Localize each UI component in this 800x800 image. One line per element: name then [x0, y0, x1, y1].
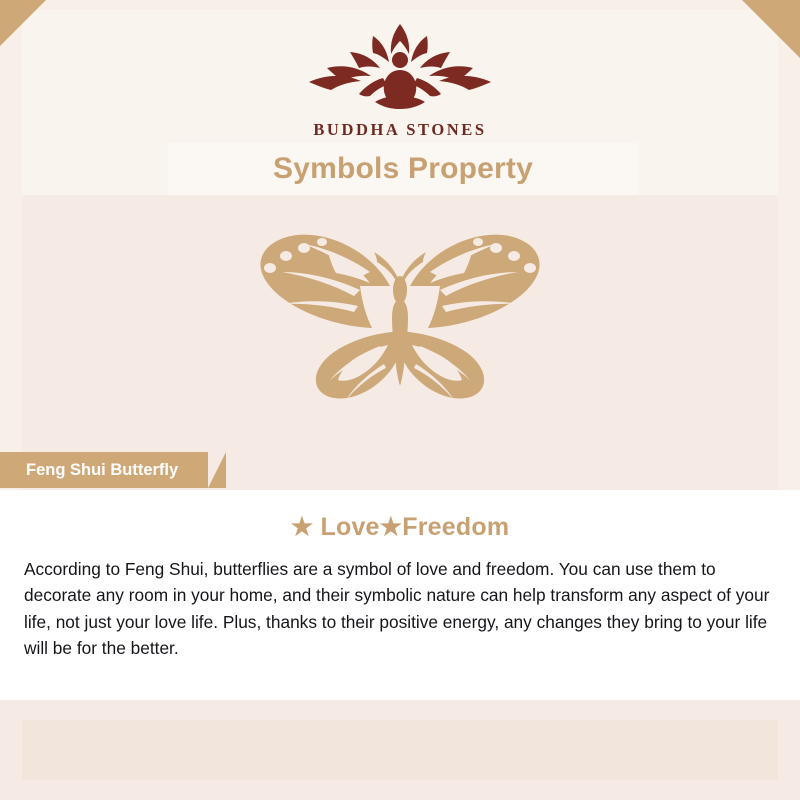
- body-paragraph: According to Feng Shui, butterflies are a symbol of love and freedom. You can use them to decorate any room in your home, and their symbolic nature can help transform any aspect of your life, not just your love life. Plus, thanks to their positive energy, any changes they bring to your life will be for the better.: [24, 559, 770, 659]
- butterfly-icon: [220, 212, 580, 442]
- brand-name: BUDDHA STONES: [313, 120, 487, 139]
- butterfly-illustration: [22, 196, 778, 458]
- description-block: [0, 490, 800, 700]
- bottom-strip: [0, 700, 800, 800]
- lotus-meditation-figure-icon: [295, 20, 505, 118]
- brand-logo: [0, 20, 800, 140]
- bottom-inner-panel: [22, 720, 778, 780]
- status-badge: [0, 452, 208, 488]
- headline: ★ Love★Freedom: [290, 513, 510, 541]
- title-bar: [168, 143, 638, 195]
- badge-label: Feng Shui Butterfly: [26, 460, 179, 479]
- page-title: Symbols Property: [273, 152, 533, 185]
